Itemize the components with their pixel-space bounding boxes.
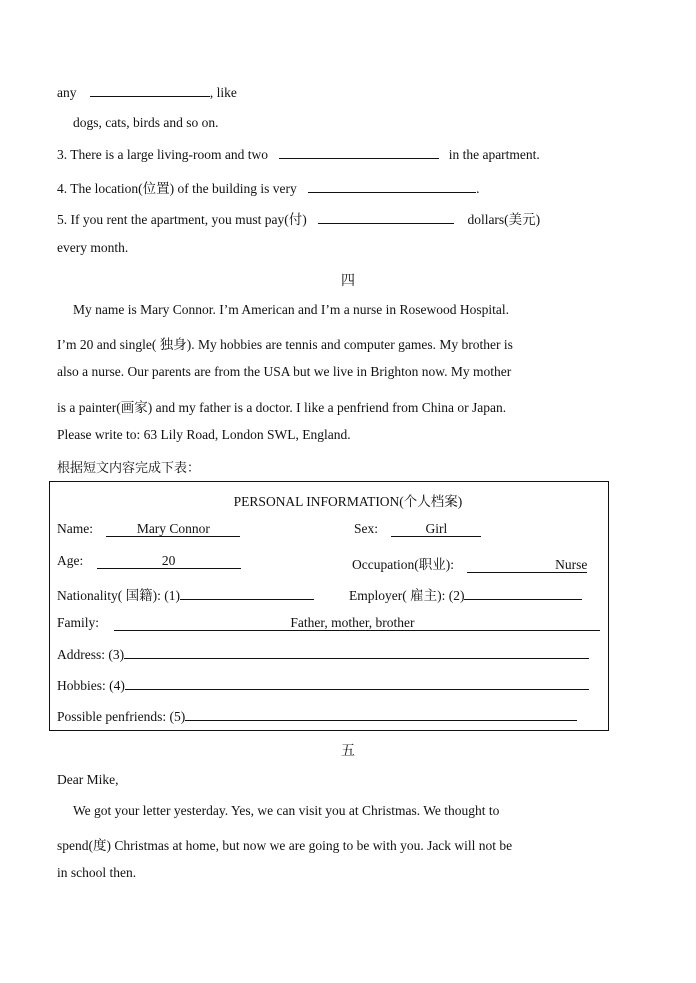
form-row-hobbies	[57, 677, 589, 694]
penfriends-answer-blank[interactable]	[185, 708, 577, 721]
question-5-line	[57, 208, 540, 228]
occupation-value[interactable]: Nurse	[467, 558, 587, 573]
address-label: Address: (3)	[57, 647, 125, 662]
form-row-nationality	[57, 584, 314, 604]
employer-label: Employer( 雇主): (2)	[349, 588, 465, 603]
letter-line-1: We got your letter yesterday. Yes, we can visit you at Christmas. We thought to	[73, 803, 500, 818]
q2-continuation: dogs, cats, birds and so on.	[73, 115, 219, 130]
form-title: PERSONAL INFORMATION(个人档案)	[233, 494, 463, 509]
q5-end-text: dollars(美元)	[467, 212, 541, 227]
form-row-occupation	[352, 553, 587, 573]
hobbies-answer-blank[interactable]	[125, 677, 589, 690]
age-label: Age:	[57, 553, 84, 568]
family-value[interactable]	[114, 616, 600, 631]
employer-answer-blank[interactable]	[464, 587, 582, 600]
form-row-age	[57, 553, 241, 569]
nationality-answer-blank[interactable]	[180, 587, 314, 600]
question-3-line	[57, 146, 540, 163]
penfriends-label: Possible penfriends: (5)	[57, 709, 186, 724]
question-2-line	[57, 84, 237, 101]
form-row-address	[57, 646, 589, 663]
form-row-sex	[354, 521, 481, 537]
form-row-name	[57, 521, 240, 537]
q5-answer-blank[interactable]	[318, 211, 454, 224]
q3-end-text: in the apartment.	[448, 147, 540, 162]
q2-answer-blank[interactable]	[90, 84, 210, 97]
form-row-family	[57, 615, 600, 631]
family-label: Family:	[57, 615, 100, 630]
question-4-line	[57, 177, 479, 197]
q2-like-text: , like	[209, 85, 237, 100]
name-label: Name:	[57, 521, 93, 536]
q3-answer-blank[interactable]	[279, 146, 439, 159]
q5-continuation: every month.	[57, 240, 129, 255]
letter-greeting: Dear Mike,	[57, 772, 119, 787]
family-value-text: Father, mother, brother	[290, 615, 415, 630]
letter-line-3: in school then.	[57, 865, 137, 880]
q5-text: 5. If you rent the apartment, you must pay(付)	[57, 212, 307, 227]
passage-4-line-1: My name is Mary Connor. I’m American and I’m a nurse in Rosewood Hospital.	[73, 302, 510, 317]
address-answer-blank[interactable]	[124, 646, 589, 659]
section-4-instruction: 根据短文内容完成下表：	[57, 461, 201, 476]
letter-line-2: spend(度) Christmas at home, but now we are going to be with you. Jack will not be	[57, 838, 513, 853]
passage-4-line-5: Please write to: 63 Lily Road, London SWL, England.	[57, 427, 351, 442]
occupation-label: Occupation(职业):	[352, 557, 454, 572]
passage-4-line-3: also a nurse. Our parents are from the USA but we live in Brighton now. My mother	[57, 364, 512, 379]
passage-4-line-4: is a painter(画家) and my father is a doctor. I like a penfriend from China or Japan.	[57, 400, 507, 415]
hobbies-label: Hobbies: (4)	[57, 678, 125, 693]
q4-end-text: .	[476, 181, 480, 196]
form-row-employer	[349, 584, 582, 604]
section-4-heading: 四	[341, 273, 355, 289]
form-row-penfriends	[57, 708, 577, 725]
q4-answer-blank[interactable]	[308, 180, 476, 193]
q2-any-text: any	[57, 85, 77, 100]
name-value[interactable]: Mary Connor	[106, 522, 240, 537]
sex-value[interactable]: Girl	[391, 522, 481, 537]
q4-text: 4. The location(位置) of the building is very	[57, 181, 297, 196]
age-value[interactable]: 20	[97, 554, 241, 569]
q3-text: 3. There is a large living-room and two	[57, 147, 268, 162]
passage-4-line-2: I’m 20 and single( 独身). My hobbies are tennis and computer games. My brother is	[57, 337, 513, 352]
sex-label: Sex:	[354, 521, 379, 536]
section-5-heading: 五	[341, 743, 355, 759]
nationality-label: Nationality( 国籍): (1)	[57, 588, 180, 603]
